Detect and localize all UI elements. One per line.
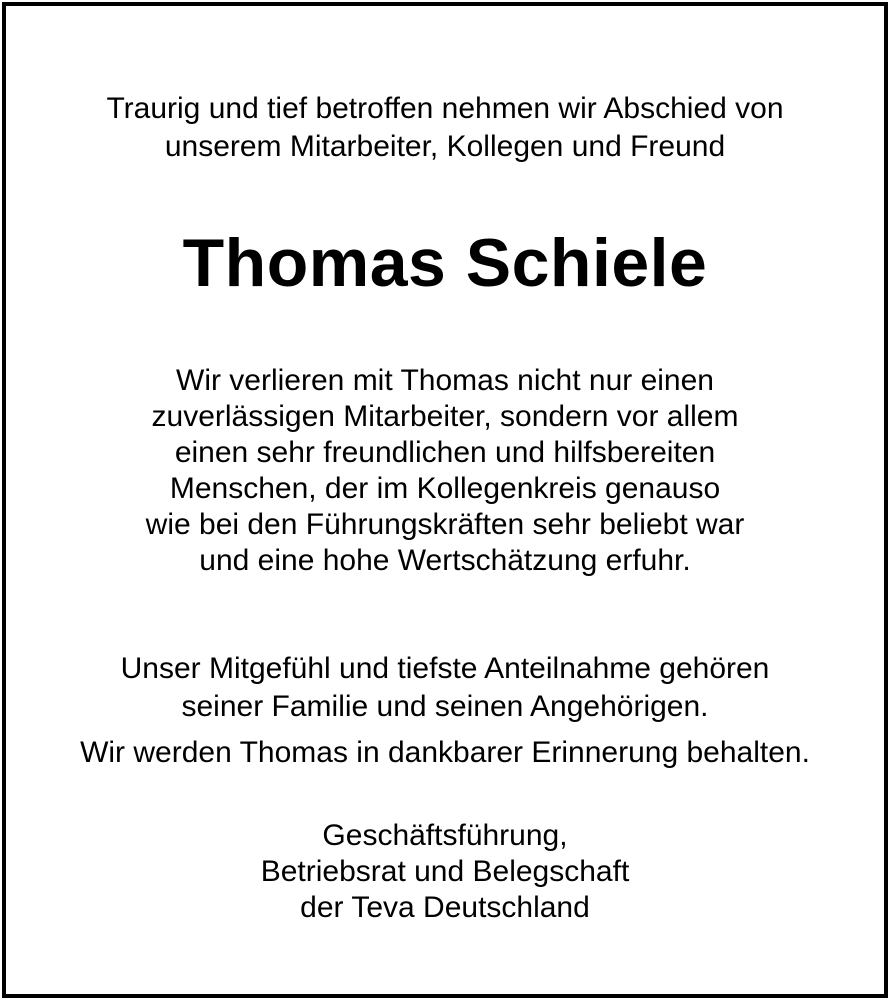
signature-line: Betriebsrat und Belegschaft bbox=[260, 855, 630, 888]
tribute-text bbox=[6, 363, 884, 579]
closing-line: Wir werden Thomas in dankbarer Erinnerung behalten. bbox=[80, 736, 810, 769]
intro-text bbox=[6, 90, 884, 166]
signature-block bbox=[6, 818, 884, 926]
condolence-text bbox=[6, 650, 884, 726]
tribute-line: Wir verlieren mit Thomas nicht nur einen bbox=[176, 364, 714, 397]
signature-line: der Teva Deutschland bbox=[300, 891, 590, 924]
tribute-line: wie bei den Führungskräften sehr beliebt war bbox=[145, 508, 745, 541]
condolence-line: seiner Familie und seinen Angehörigen. bbox=[181, 690, 709, 723]
tribute-line: Menschen, der im Kollegenkreis genauso bbox=[169, 472, 721, 505]
obituary-notice bbox=[2, 2, 888, 998]
intro-line: Traurig und tief betroffen nehmen wir Abschied von bbox=[106, 92, 784, 125]
tribute-line: zuverlässigen Mitarbeiter, sondern vor allem bbox=[151, 400, 739, 433]
tribute-line: und eine hohe Wertschätzung erfuhr. bbox=[199, 544, 691, 577]
signature-line: Geschäftsführung, bbox=[322, 819, 568, 852]
condolence-line: Unser Mitgefühl und tiefste Anteilnahme gehören bbox=[120, 652, 770, 685]
tribute-line: einen sehr freundlichen und hilfsbereiten bbox=[174, 436, 716, 469]
intro-line: unserem Mitarbeiter, Kollegen und Freund bbox=[164, 130, 726, 163]
deceased-name: Thomas Schiele bbox=[182, 225, 708, 301]
